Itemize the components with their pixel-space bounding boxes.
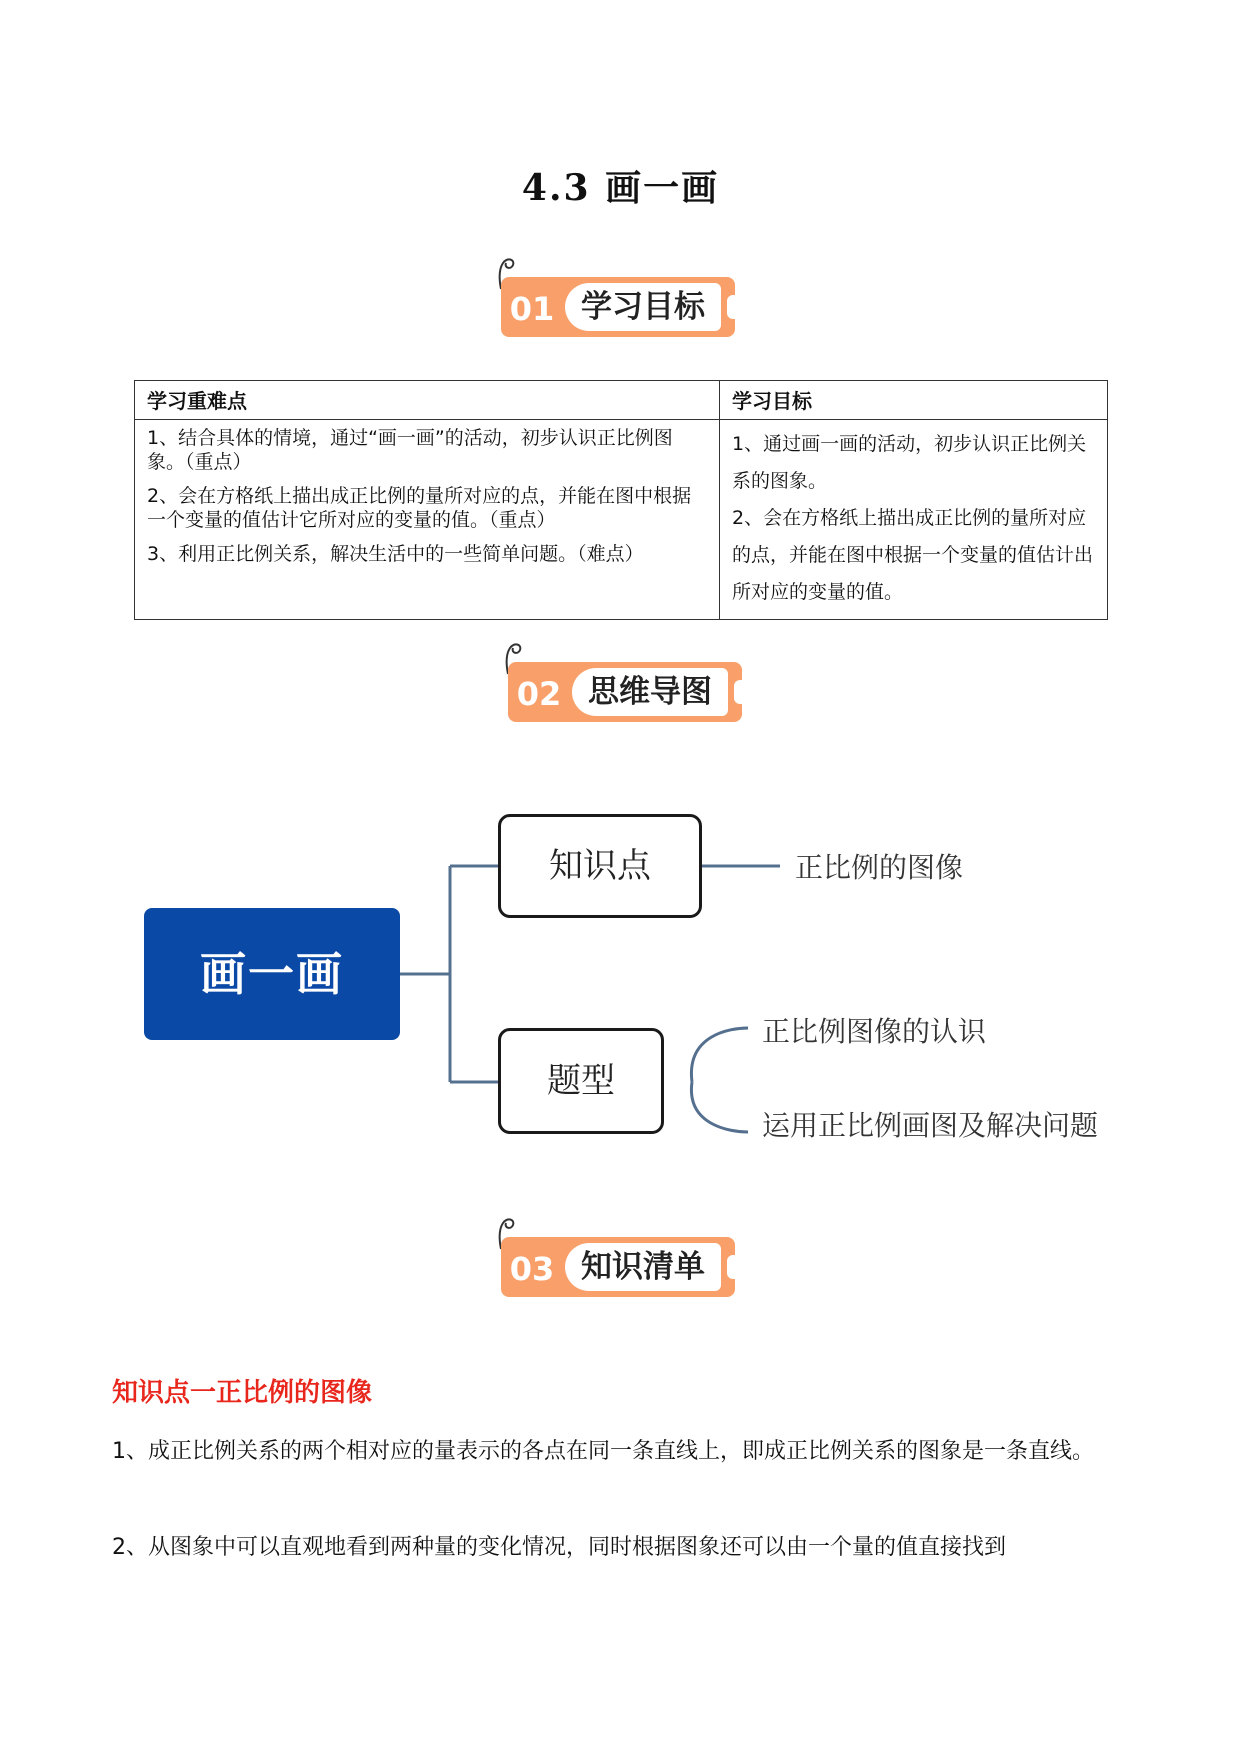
page-title: 4.3 画一画 (521, 167, 720, 209)
objective-item: 2、会在方格纸上描出成正比例的量所对应的点，并能在图中根据一个变量的值估计出所对应的变量的值。 (732, 507, 1094, 603)
knowledge-paragraph: 2、从图象中可以直观地看到两种量的变化情况，同时根据图象还可以由一个量的值直接找到 (112, 1535, 1007, 1560)
key-point-item: 1、结合具体的情境，通过“画一画”的活动，初步认识正比例图象。（重点） (147, 427, 673, 473)
section-number: 01 (509, 290, 555, 328)
mind-map-leaf: 正比例图像的认识 (762, 1015, 987, 1048)
learning-goals-table (134, 380, 1108, 620)
table-header-objectives: 学习目标 (720, 381, 1108, 420)
leaf-connector-recognize (691, 1028, 748, 1082)
mind-map-root: 画一画 (144, 908, 400, 1040)
objectives-cell (720, 420, 1108, 620)
mind-map-node-types: 题型 (498, 1028, 664, 1134)
knowledge-paragraph: 1、成正比例关系的两个相对应的量表示的各点在同一条直线上，即成正比例关系的图象是一条直线。 (112, 1439, 1095, 1464)
mind-map-leaf: 正比例的图像 (795, 851, 964, 884)
section-header-goals (495, 255, 745, 345)
table-header-key-points: 学习重难点 (135, 381, 720, 420)
section-header-mindmap (502, 640, 752, 730)
objective-item: 1、通过画一画的活动，初步认识正比例关系的图象。 (732, 433, 1087, 492)
section-header-knowledge (495, 1215, 745, 1305)
key-points-cell (135, 420, 720, 620)
mind-map-leaf: 运用正比例画图及解决问题 (762, 1109, 1099, 1142)
key-point-item: 3、利用正比例关系，解决生活中的一些简单问题。（难点） (147, 543, 644, 565)
section-number: 03 (509, 1250, 555, 1288)
section-label: 思维导图 (572, 668, 728, 716)
mind-map (130, 790, 1130, 1150)
mind-map-node-knowledge: 知识点 (498, 814, 702, 918)
section-label: 学习目标 (565, 283, 721, 331)
section-label: 知识清单 (565, 1243, 721, 1291)
section-number: 02 (516, 675, 562, 713)
leaf-connector-apply (691, 1082, 748, 1132)
knowledge-point-title: 知识点一正比例的图像 (112, 1378, 373, 1408)
key-point-item: 2、会在方格纸上描出成正比例的量所对应的点，并能在图中根据一个变量的值估计它所对应的变量的值。（重点） (147, 485, 692, 531)
